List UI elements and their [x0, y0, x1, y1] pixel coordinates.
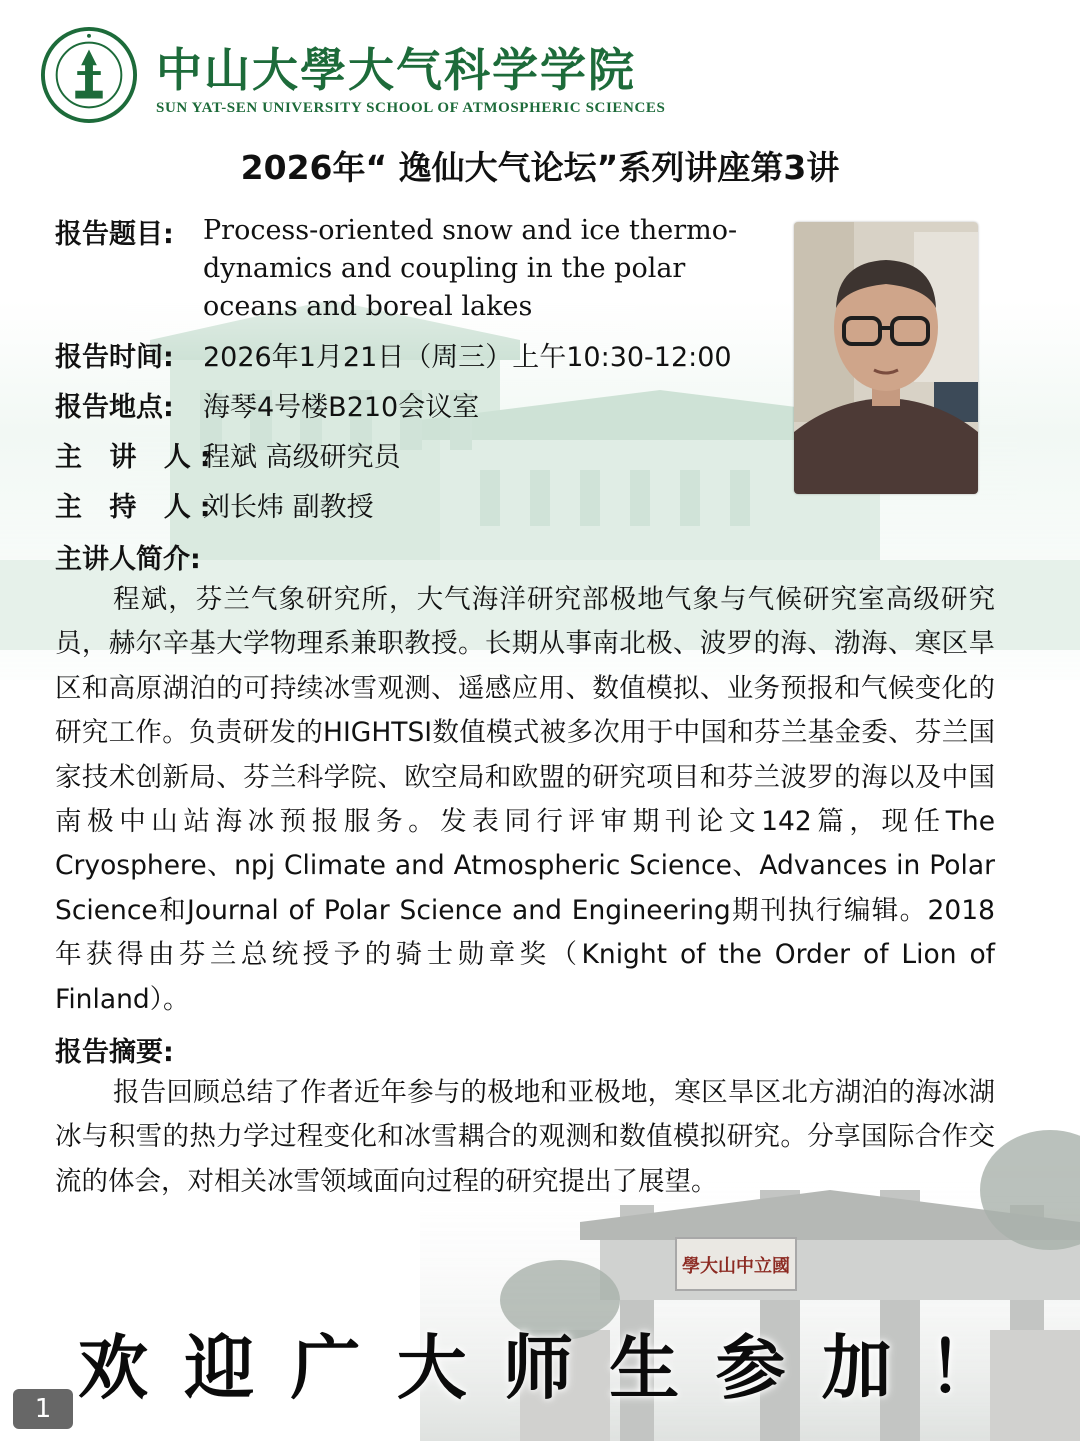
time-label: 报告时间: — [55, 342, 174, 373]
speaker-label: 主 讲 人: — [55, 442, 220, 473]
topic-value — [203, 212, 783, 326]
page-indicator[interactable]: 1 — [13, 1389, 73, 1429]
welcome-char: 大 — [396, 1326, 467, 1409]
time-value: 2026年1月21日（周三）上午10:30-12:00 — [203, 342, 732, 373]
topic-line: Process-oriented snow and ice thermo- — [203, 215, 738, 246]
welcome-char: 参 — [715, 1326, 786, 1409]
welcome-char: 迎 — [184, 1326, 255, 1409]
welcome-char: 生 — [609, 1326, 680, 1409]
bio-text: 程斌，芬兰气象研究所，大气海洋研究部极地气象与气候研究室高级研究员，赫尔辛基大学物理系兼职教授。长期从事南北极、波罗的海、渤海、寒区旱区和高原湖泊的可持续冰雪观测、遥感应用、数值模拟、业务预报和气候变化的研究工作。负责研发的HIGHTSI数值模式被多次用于中国和芬兰基金委、芬兰国家技术创新局、芬兰科学院、欧空局和欧盟的研究项目和芬兰波罗的海以及中国南极中山站海冰预报服务。发表同行评审期刊论文142篇，现任The Cryosphere、npj Climate and Atmospheric Science、Advances in Polar Science和Journal of Polar Science and Engineering期刊执行编辑。2018年获得由芬兰总统授予的骑士勋章奖（Knight of the Order of Lion of Finland）。 — [55, 584, 995, 1015]
abstract-text: 报告回顾总结了作者近年参与的极地和亚极地，寒区旱区北方湖泊的海冰湖冰与积雪的热力学过程变化和冰雪耦合的观测和数值模拟研究。分享国际合作交流的体会，对相关冰雪领域面向过程的研究提出了展望。 — [55, 1077, 995, 1197]
host-label: 主 持 人: — [55, 492, 220, 523]
bio-label: 主讲人简介: — [55, 544, 201, 575]
sysu-seal-icon — [40, 26, 138, 124]
welcome-banner — [78, 1312, 998, 1413]
welcome-char: 师 — [503, 1326, 573, 1409]
welcome-char: ！ — [928, 1326, 998, 1409]
university-name-en: SUN YAT-SEN UNIVERSITY SCHOOL OF ATMOSPHERIC SCIENCES — [156, 100, 666, 116]
place-label: 报告地点: — [55, 392, 174, 423]
abstract-label: 报告摘要: — [55, 1037, 174, 1068]
welcome-char: 广 — [290, 1326, 361, 1409]
page-title: 2026年“ 逸仙大气论坛”系列讲座第3讲 — [240, 148, 840, 187]
speaker-photo — [794, 222, 978, 494]
welcome-char: 欢 — [78, 1326, 148, 1409]
welcome-char: 加 — [821, 1326, 892, 1409]
host-value: 刘长炜 副教授 — [203, 492, 374, 523]
topic-line: oceans and boreal lakes — [203, 291, 533, 322]
topic-label: 报告题目: — [55, 219, 174, 250]
speaker-value: 程斌 高级研究员 — [203, 442, 401, 473]
university-name-cn: 中山大學大气科学学院 — [156, 43, 636, 97]
place-value: 海琴4号楼B210会议室 — [203, 392, 480, 423]
gate-sign-text: 學大山中立國 — [682, 1256, 790, 1277]
topic-line: dynamics and coupling in the polar — [203, 253, 686, 284]
